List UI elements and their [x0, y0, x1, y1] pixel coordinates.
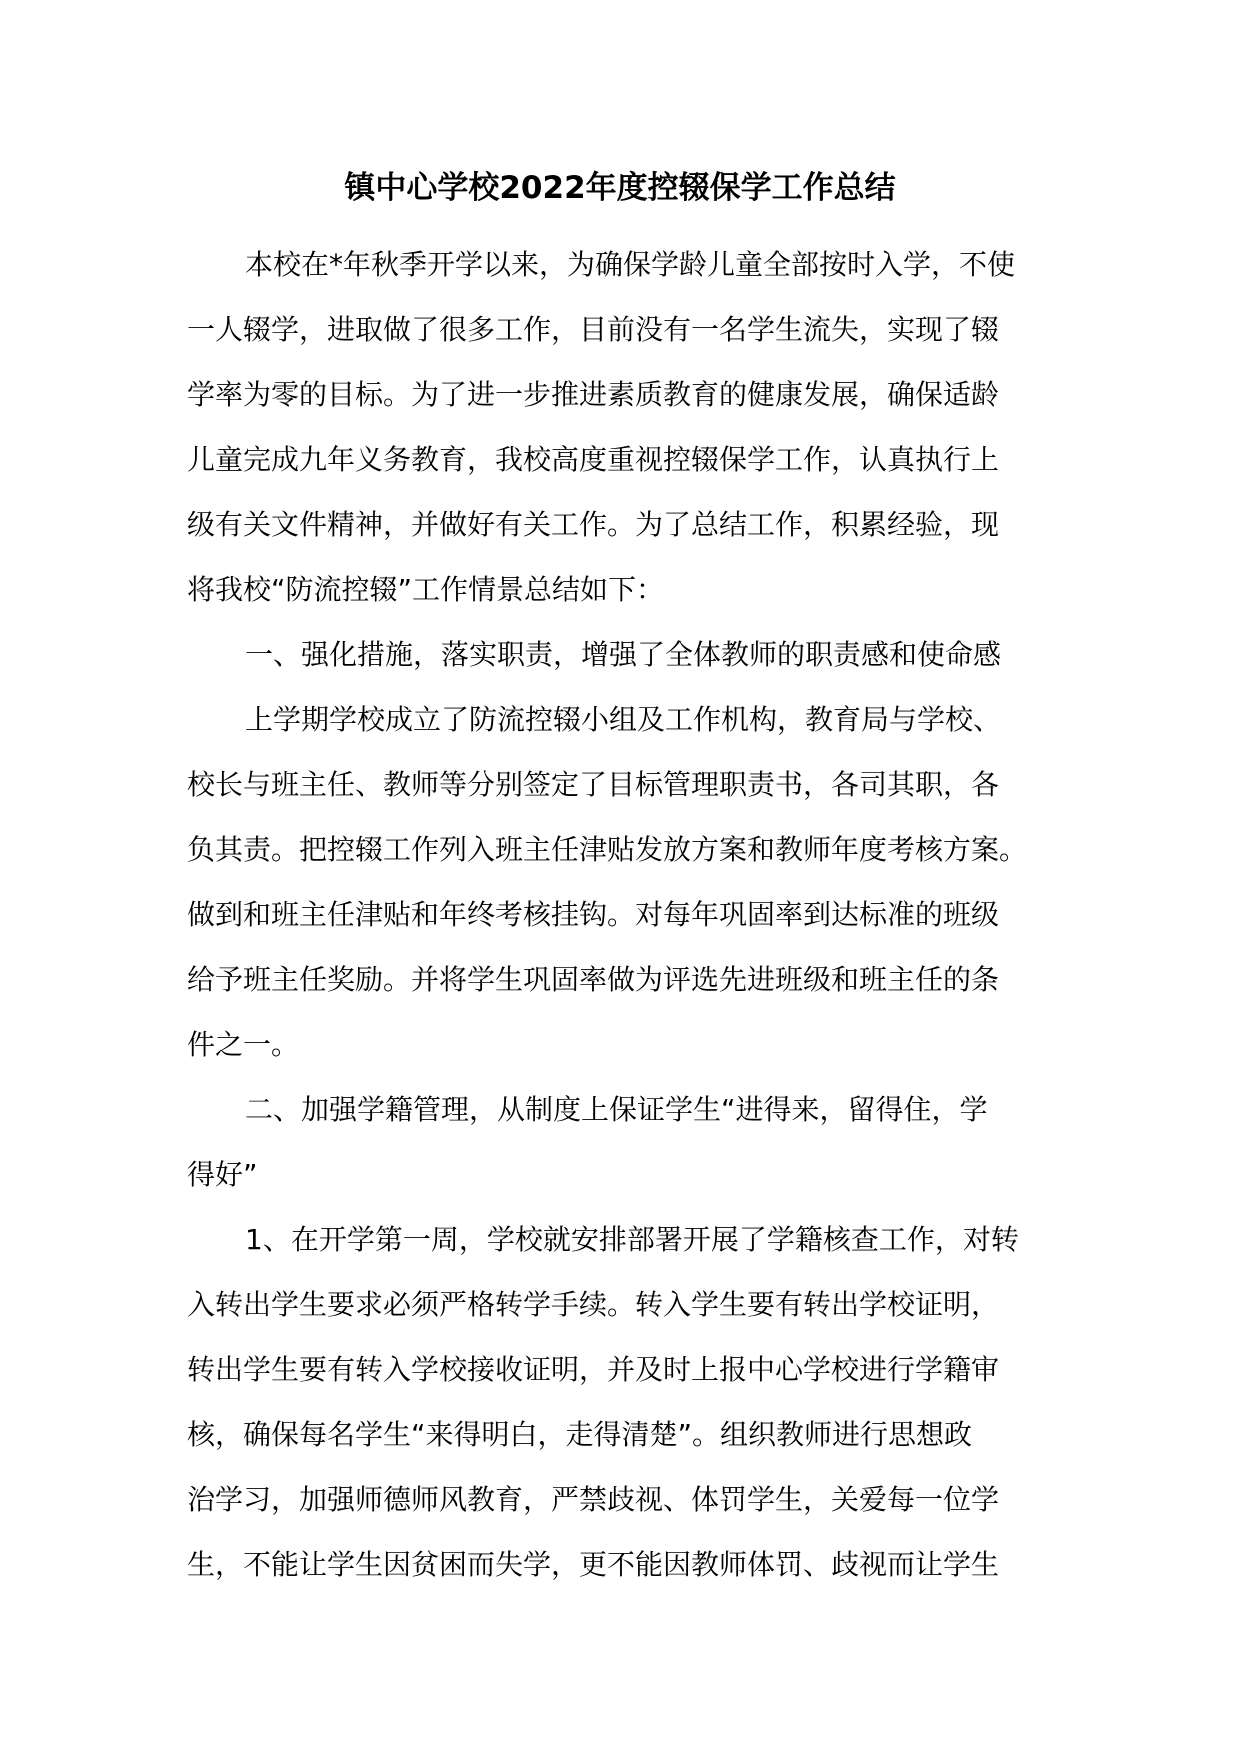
section-heading: 二、加强学籍管理，从制度上保证学生“进得来，留得住，学 [245, 1093, 988, 1126]
paragraph-line: 儿童完成九年义务教育，我校高度重视控辍保学工作，认真执行上 [187, 443, 1000, 476]
paragraph-line: 级有关文件精神，并做好有关工作。为了总结工作，积累经验，现 [187, 508, 1000, 541]
paragraph-line: 核，确保每名学生“来得明白，走得清楚”。组织教师进行思想政 [187, 1418, 973, 1451]
paragraph-line: 做到和班主任津贴和年终考核挂钩。对每年巩固率到达标准的班级 [187, 898, 1000, 931]
document-title: 镇中心学校2022年度控辍保学工作总结 [344, 170, 896, 206]
paragraph-line: 学率为零的目标。为了进一步推进素质教育的健康发展，确保适龄 [187, 378, 1000, 411]
paragraph-line: 本校在*年秋季开学以来，为确保学龄儿童全部按时入学，不使 [245, 248, 1016, 281]
paragraph-line: 校长与班主任、教师等分别签定了目标管理职责书，各司其职，各 [187, 768, 1000, 801]
paragraph-line: 上学期学校成立了防流控辍小组及工作机构，教育局与学校、 [245, 703, 1002, 736]
paragraph-line: 将我校“防流控辍”工作情景总结如下： [187, 573, 665, 606]
paragraph-line: 一人辍学，进取做了很多工作，目前没有一名学生流失，实现了辍 [187, 313, 1000, 346]
paragraph-line: 负其责。把控辍工作列入班主任津贴发放方案和教师年度考核方案。 [187, 833, 1028, 866]
document-body [187, 237, 1055, 1602]
paragraph-line: 转出学生要有转入学校接收证明，并及时上报中心学校进行学籍审 [187, 1353, 1000, 1386]
paragraph-line: 给予班主任奖励。并将学生巩固率做为评选先进班级和班主任的条 [187, 963, 1000, 996]
paragraph-line: 件之一。 [187, 1028, 300, 1061]
paragraph-line: 治学习，加强师德师风教育，严禁歧视、体罚学生，关爱每一位学 [187, 1483, 1000, 1516]
paragraph-line: 1、在开学第一周，学校就安排部署开展了学籍核查工作，对转 [245, 1223, 1019, 1256]
paragraph-line: 生，不能让学生因贫困而失学，更不能因教师体罚、歧视而让学生 [187, 1548, 1000, 1581]
paragraph-line: 入转出学生要求必须严格转学手续。转入学生要有转出学校证明， [187, 1288, 1000, 1321]
section-heading: 得好” [187, 1158, 258, 1191]
section-heading: 一、强化措施，落实职责，增强了全体教师的职责感和使命感 [245, 638, 1002, 671]
